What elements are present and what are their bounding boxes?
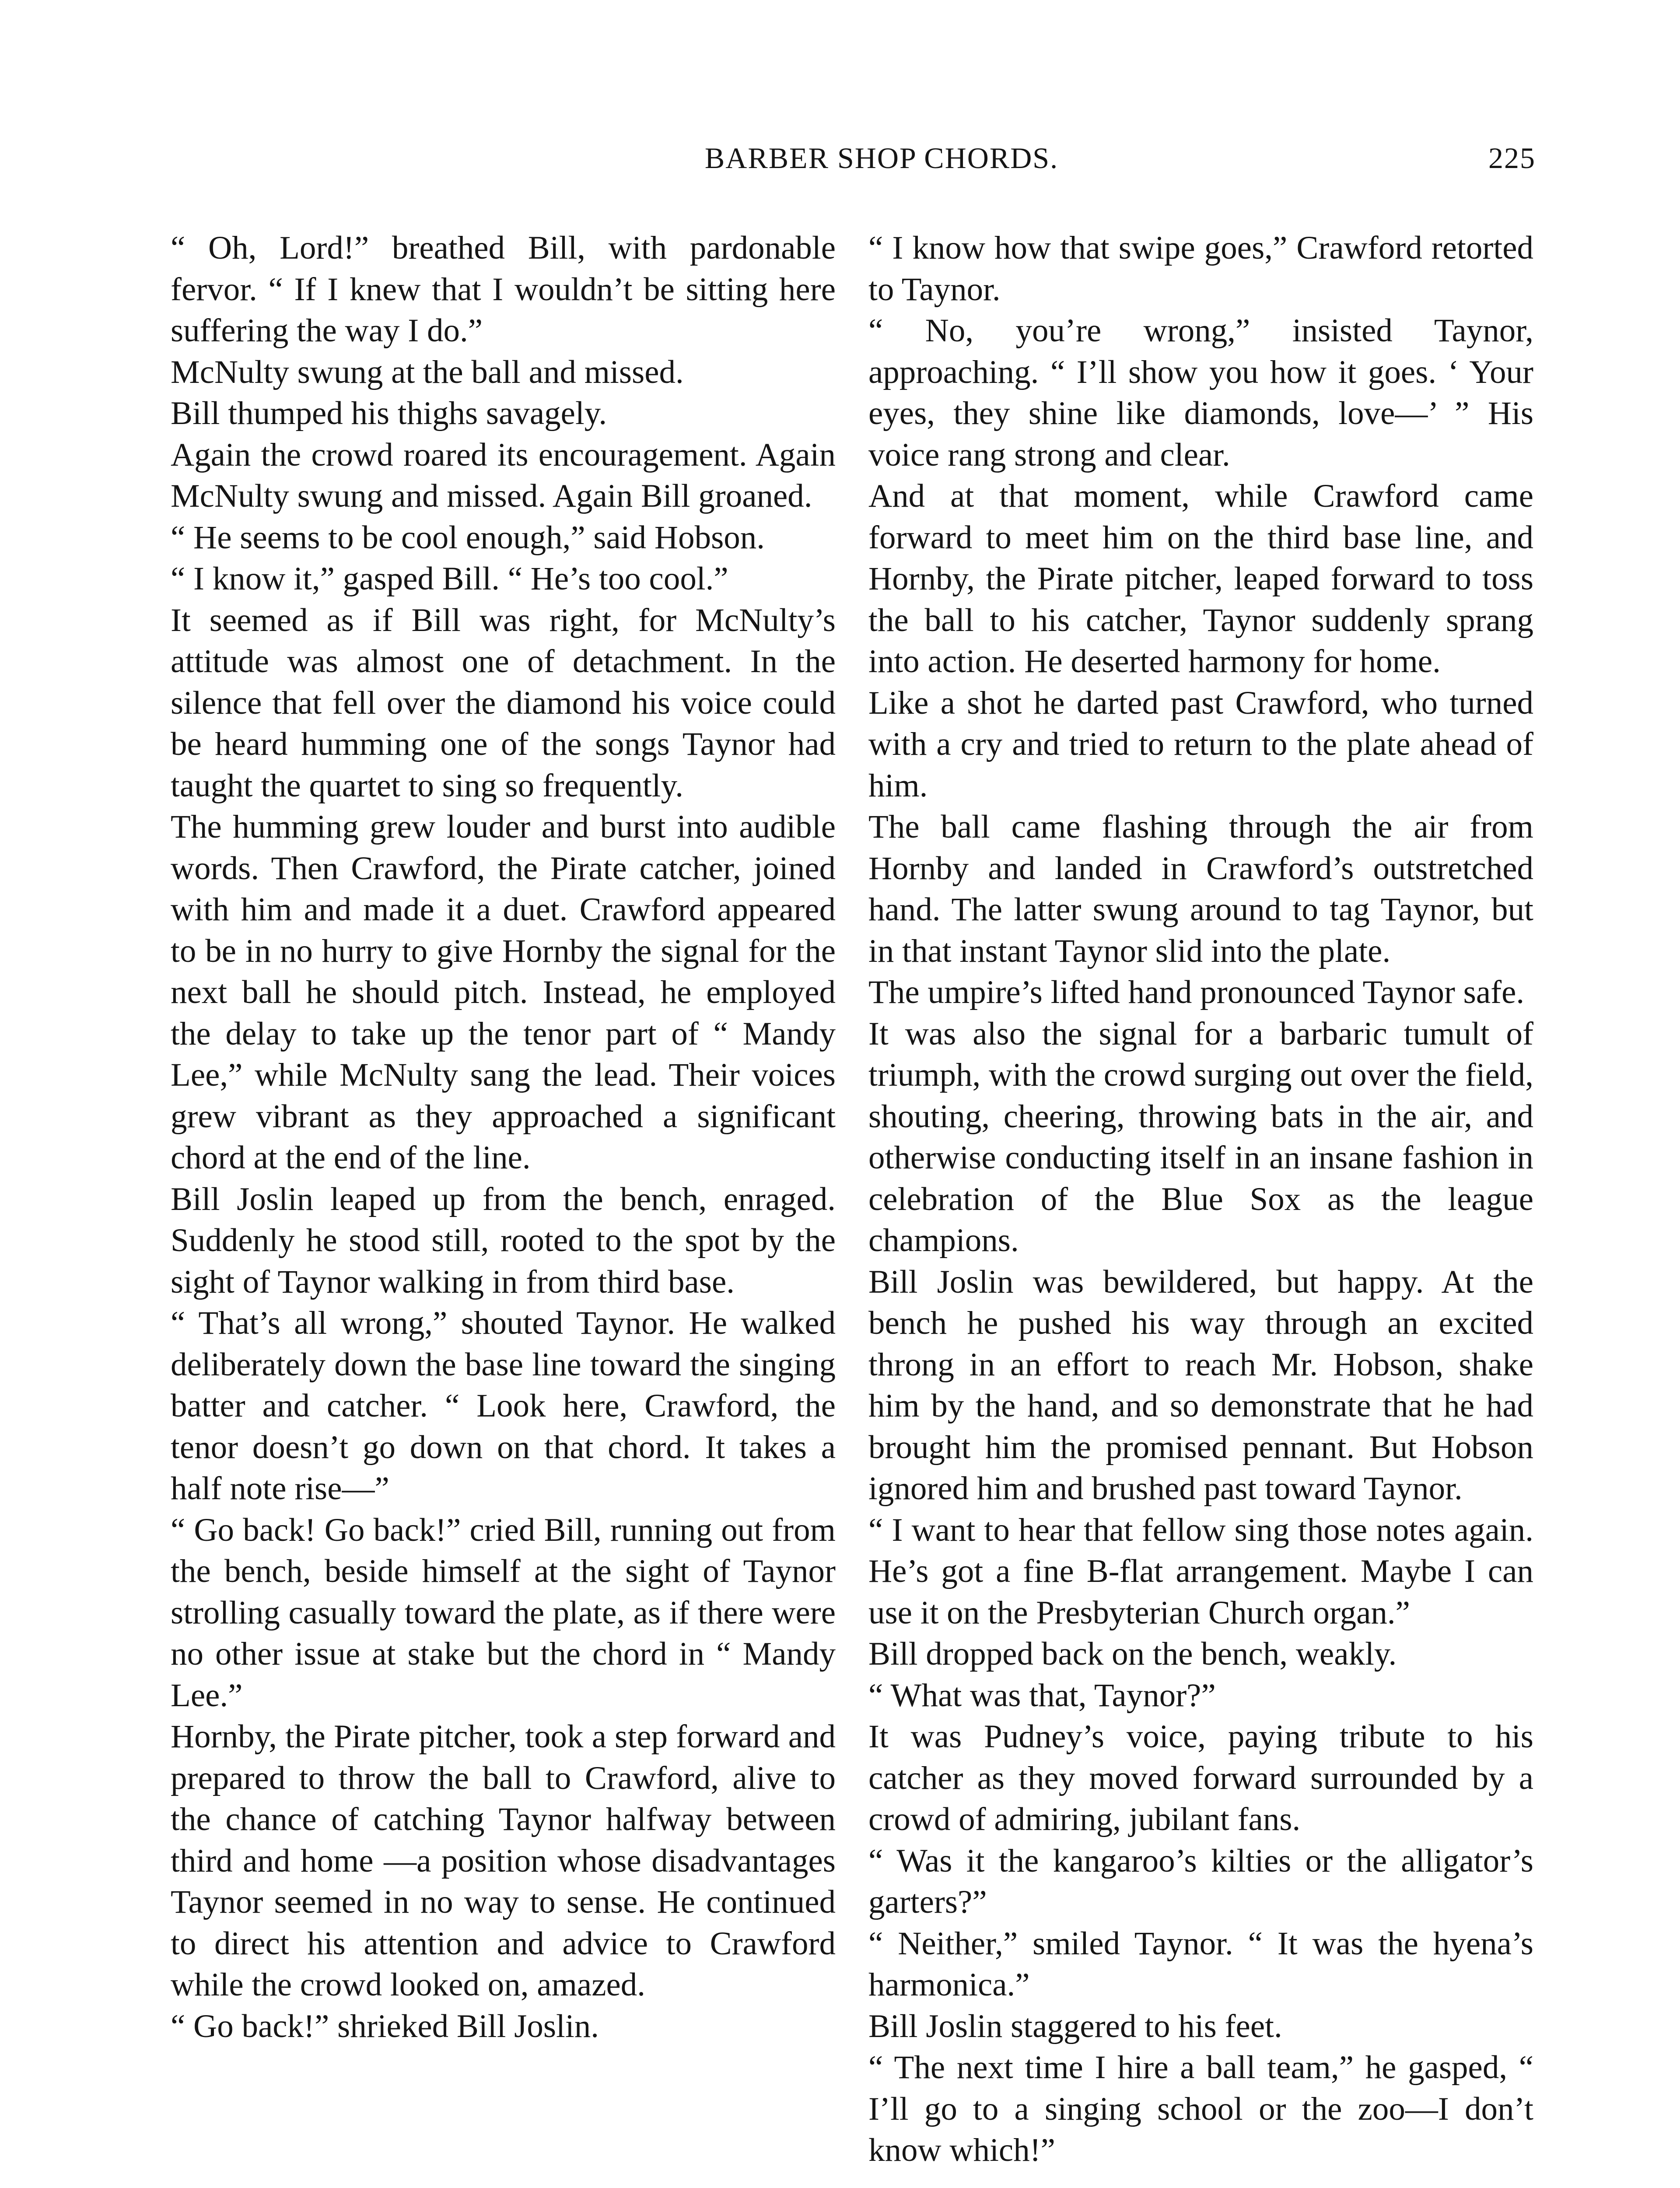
paragraph: “ No, you’re wrong,” insisted Taynor, approaching. “ I’ll show you how it goes. ‘ Your eyes, they shine like diamonds, love—’ ” His voice rang strong and clear. — [868, 312, 1533, 473]
paragraph: Like a shot he darted past Crawford, who turned with a cry and tried to return to the plate ahead of him. — [868, 684, 1533, 804]
paragraph: “ Go back!” shrieked Bill Joslin. — [171, 2008, 599, 2044]
paragraph: “ I know how that swipe goes,” Crawford retorted to Taynor. — [868, 230, 1533, 308]
page-number: 225 — [1488, 141, 1536, 175]
paragraph: Bill Joslin leaped up from the bench, enraged. Suddenly he stood still, rooted to the spot by the sight of Taynor walking in from third base. — [171, 1181, 836, 1300]
left-column — [171, 228, 836, 2047]
running-title: BARBER SHOP CHORDS. — [704, 141, 1059, 175]
paragraph: Bill Joslin staggered to his feet. — [868, 2008, 1282, 2044]
paragraph: Again the crowd roared its encouragement. Again McNulty swung and missed. Again Bill groaned. — [171, 436, 836, 514]
paragraph: “ He seems to be cool enough,” said Hobson. — [171, 519, 765, 556]
page-header — [171, 141, 1536, 189]
paragraph: McNulty swung at the ball and missed. — [171, 354, 684, 390]
paragraph: Bill thumped his thighs savagely. — [171, 395, 607, 431]
paragraph: It was Pudney’s voice, paying tribute to his catcher as they moved forward surrounded by a crowd of admiring, jubilant fans. — [868, 1718, 1533, 1837]
paragraph: Hornby, the Pirate pitcher, took a step forward and prepared to throw the ball to Crawford, alive to the chance of catching Taynor halfway between third and home —a position whose disadvantages Taynor seemed in no way to sense. He continued to direct his attention and advice to Crawford while the crowd looked on, amazed. — [171, 1718, 836, 2003]
paragraph: “ I want to hear that fellow sing those notes again. He’s got a fine B-flat arrangement. Maybe I can use it on the Presbyterian Church organ.” — [868, 1511, 1533, 1631]
paragraph: The ball came flashing through the air from Hornby and landed in Crawford’s outstretched hand. The latter swung around to tag Taynor, but in that instant Taynor slid into the plate. — [868, 809, 1533, 969]
paragraph: “ Go back! Go back!” cried Bill, running out from the bench, beside himself at the sight of Taynor strolling casually toward the plate, as if there were no other issue at stake but the chord in “ Mandy Lee.” — [171, 1511, 836, 1714]
paragraph: Bill Joslin was bewildered, but happy. At the bench he pushed his way through an excited throng in an effort to reach Mr. Hobson, shake him by the hand, and so demonstrate that he had brought him the promised pennant. But Hobson ignored him and brushed past toward Taynor. — [868, 1263, 1533, 1507]
paragraph: “ What was that, Taynor?” — [868, 1677, 1216, 1714]
paragraph: It seemed as if Bill was right, for McNulty’s attitude was almost one of detachment. In the silence that fell over the diamond his voice could be heard humming one of the songs Taynor had taught the quartet to sing so frequently. — [171, 602, 836, 804]
paragraph: “ Was it the kangaroo’s kilties or the alligator’s garters?” — [868, 1842, 1533, 1920]
paragraph: The umpire’s lifted hand pronounced Taynor safe. — [868, 974, 1525, 1010]
paragraph: “ The next time I hire a ball team,” he gasped, “ I’ll go to a singing school or the zoo—I don’t know which!” — [868, 2049, 1533, 2168]
paragraph: The humming grew louder and burst into audible words. Then Crawford, the Pirate catcher, joined with him and made it a duet. Crawford appeared to be in no hurry to give Hornby the signal for the next ball he should pitch. Instead, he employed the delay to take up the tenor part of “ Mandy Lee,” while McNulty sang the lead. Their voices grew vibrant as they approached a significant chord at the end of the line. — [171, 809, 836, 1176]
paragraph: It was also the signal for a barbaric tumult of triumph, with the crowd surging out over the field, shouting, cheering, throwing bats in the air, and otherwise conducting itself in an insane fashion in celebration of the Blue Sox as the league champions. — [868, 1015, 1533, 1259]
paragraph: “ I know it,” gasped Bill. “ He’s too cool.” — [171, 561, 728, 597]
right-column — [868, 228, 1533, 2171]
paragraph: Bill dropped back on the bench, weakly. — [868, 1636, 1397, 1672]
paragraph: “ Oh, Lord!” breathed Bill, with pardonable fervor. “ If I knew that I wouldn’t be sitting here suffering the way I do.” — [171, 230, 836, 349]
paragraph: And at that moment, while Crawford came forward to meet him on the third base line, and Hornby, the Pirate pitcher, leaped forward to toss the ball to his catcher, Taynor suddenly sprang into action. He deserted harmony for home. — [868, 478, 1533, 680]
paragraph: “ That’s all wrong,” shouted Taynor. He walked deliberately down the base line toward the singing batter and catcher. “ Look here, Crawford, the tenor doesn’t go down on that chord. It takes a half note rise—” — [171, 1305, 836, 1507]
paragraph: “ Neither,” smiled Taynor. “ It was the hyena’s harmonica.” — [868, 1925, 1533, 2003]
